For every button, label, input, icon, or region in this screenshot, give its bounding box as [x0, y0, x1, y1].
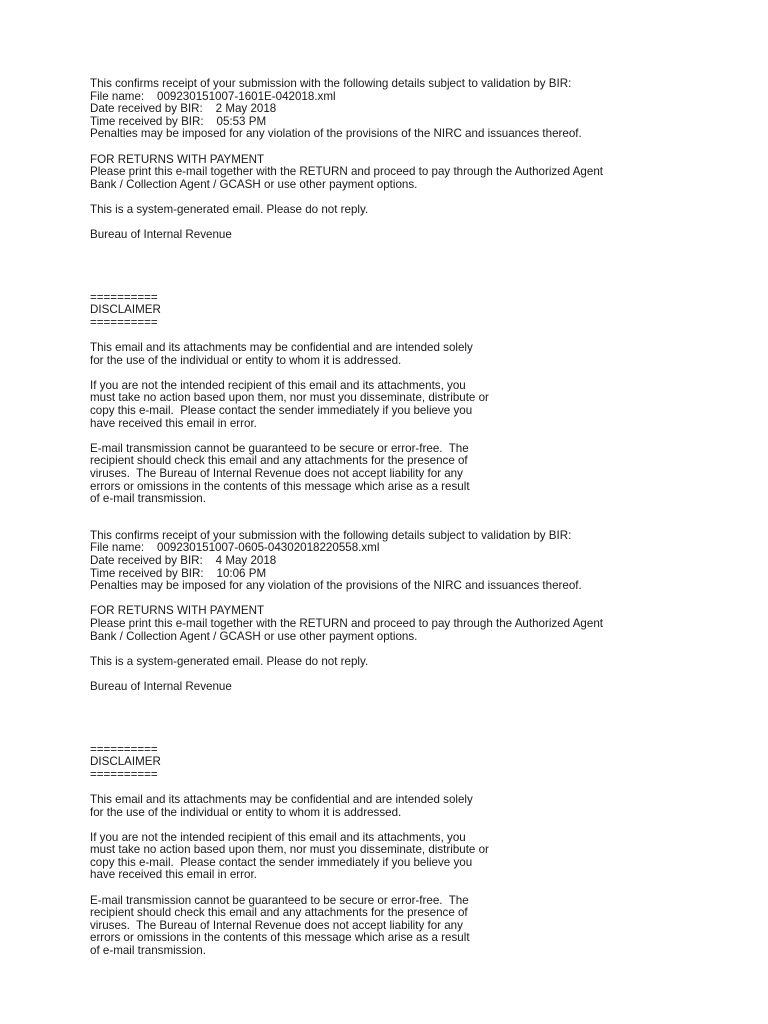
disclaimer-rule: ==========: [90, 290, 158, 304]
paragraph-line: copy this e-mail. Please contact the sender immediately if you believe you: [90, 404, 473, 418]
print-instruction-line: Please print this e-mail together with the RETURN and proceed to pay through the Authorized Agent: [90, 165, 603, 179]
paragraph-line: have received this email in error.: [90, 416, 257, 430]
paragraph-line: recipient should check this email and any attachments for the presence of: [90, 906, 468, 920]
paragraph-line: have received this email in error.: [90, 868, 257, 882]
unintended-recipient-paragraph: [90, 832, 750, 882]
disclaimer-rule: ==========: [90, 315, 158, 329]
paragraph-line: This email and its attachments may be confidential and are intended solely: [90, 792, 473, 806]
paragraph-line: E-mail transmission cannot be guaranteed to be secure or error-free. The: [90, 441, 469, 455]
system-generated-note: This is a system-generated email. Please do not reply.: [90, 202, 369, 216]
receipt-details: [90, 530, 750, 593]
confidentiality-paragraph: [90, 794, 750, 819]
returns-with-payment: [90, 154, 750, 192]
paragraph-line: of e-mail transmission.: [90, 944, 206, 958]
paragraph-line: errors or omissions in the contents of this message which arise as a result: [90, 479, 470, 493]
unintended-recipient-paragraph: [90, 380, 750, 430]
print-instruction-line: Please print this e-mail together with the RETURN and proceed to pay through the Authorized Agent: [90, 616, 603, 630]
returns-with-payment: [90, 605, 750, 643]
sender-signature: Bureau of Internal Revenue: [90, 679, 232, 693]
file-name-line: File name: 009230151007-1601E-042018.xml: [90, 89, 336, 103]
paragraph-line: of e-mail transmission.: [90, 492, 206, 506]
paragraph-line: recipient should check this email and any attachments for the presence of: [90, 454, 468, 468]
print-instruction-line: Bank / Collection Agent / GCASH or use other payment options.: [90, 629, 418, 643]
paragraph-line: E-mail transmission cannot be guaranteed to be secure or error-free. The: [90, 893, 469, 907]
paragraph-line: must take no action based upon them, nor must you disseminate, distribute or: [90, 843, 489, 857]
email-confirmation-1: [90, 78, 750, 506]
transmission-paragraph: [90, 443, 750, 506]
sender-signature: Bureau of Internal Revenue: [90, 228, 232, 242]
paragraph-line: copy this e-mail. Please contact the sender immediately if you believe you: [90, 855, 473, 869]
paragraph-line: must take no action based upon them, nor must you disseminate, distribute or: [90, 391, 489, 405]
paragraph-line: This email and its attachments may be confidential and are intended solely: [90, 341, 473, 355]
returns-heading: FOR RETURNS WITH PAYMENT: [90, 152, 265, 166]
disclaimer-title: DISCLAIMER: [90, 755, 161, 769]
email-confirmation-2: [90, 530, 750, 958]
paragraph-line: errors or omissions in the contents of this message which arise as a result: [90, 931, 470, 945]
confidentiality-paragraph: [90, 342, 750, 367]
transmission-paragraph: [90, 895, 750, 958]
receipt-details: [90, 78, 750, 141]
paragraph-line: viruses. The Bureau of Internal Revenue does not accept liability for any: [90, 918, 463, 932]
disclaimer-title: DISCLAIMER: [90, 303, 161, 317]
paragraph-line: If you are not the intended recipient of this email and its attachments, you: [90, 378, 466, 392]
time-received-line: Time received by BIR: 10:06 PM: [90, 566, 267, 580]
returns-heading: FOR RETURNS WITH PAYMENT: [90, 604, 265, 618]
paragraph-line: for the use of the individual or entity to whom it is addressed.: [90, 805, 402, 819]
receipt-intro: This confirms receipt of your submission with the following details subject to validation by BIR:: [90, 528, 572, 542]
print-instruction-line: Bank / Collection Agent / GCASH or use other payment options.: [90, 177, 418, 191]
penalties-notice: Penalties may be imposed for any violation of the provisions of the NIRC and issuances thereof.: [90, 127, 582, 141]
document-page: [90, 78, 750, 958]
penalties-notice: Penalties may be imposed for any violation of the provisions of the NIRC and issuances thereof.: [90, 579, 582, 593]
paragraph-line: If you are not the intended recipient of this email and its attachments, you: [90, 830, 466, 844]
paragraph-line: viruses. The Bureau of Internal Revenue does not accept liability for any: [90, 467, 463, 481]
file-name-line: File name: 009230151007-0605-04302018220558.xml: [90, 541, 380, 555]
disclaimer-header: [90, 292, 750, 330]
receipt-intro: This confirms receipt of your submission with the following details subject to validation by BIR:: [90, 77, 572, 90]
date-received-line: Date received by BIR: 4 May 2018: [90, 554, 277, 567]
disclaimer-rule: ==========: [90, 767, 158, 781]
paragraph-line: for the use of the individual or entity to whom it is addressed.: [90, 353, 402, 367]
time-received-line: Time received by BIR: 05:53 PM: [90, 114, 267, 128]
disclaimer-header: [90, 744, 750, 782]
date-received-line: Date received by BIR: 2 May 2018: [90, 102, 277, 116]
system-generated-note: This is a system-generated email. Please do not reply.: [90, 654, 369, 668]
disclaimer-rule: ==========: [90, 742, 158, 756]
